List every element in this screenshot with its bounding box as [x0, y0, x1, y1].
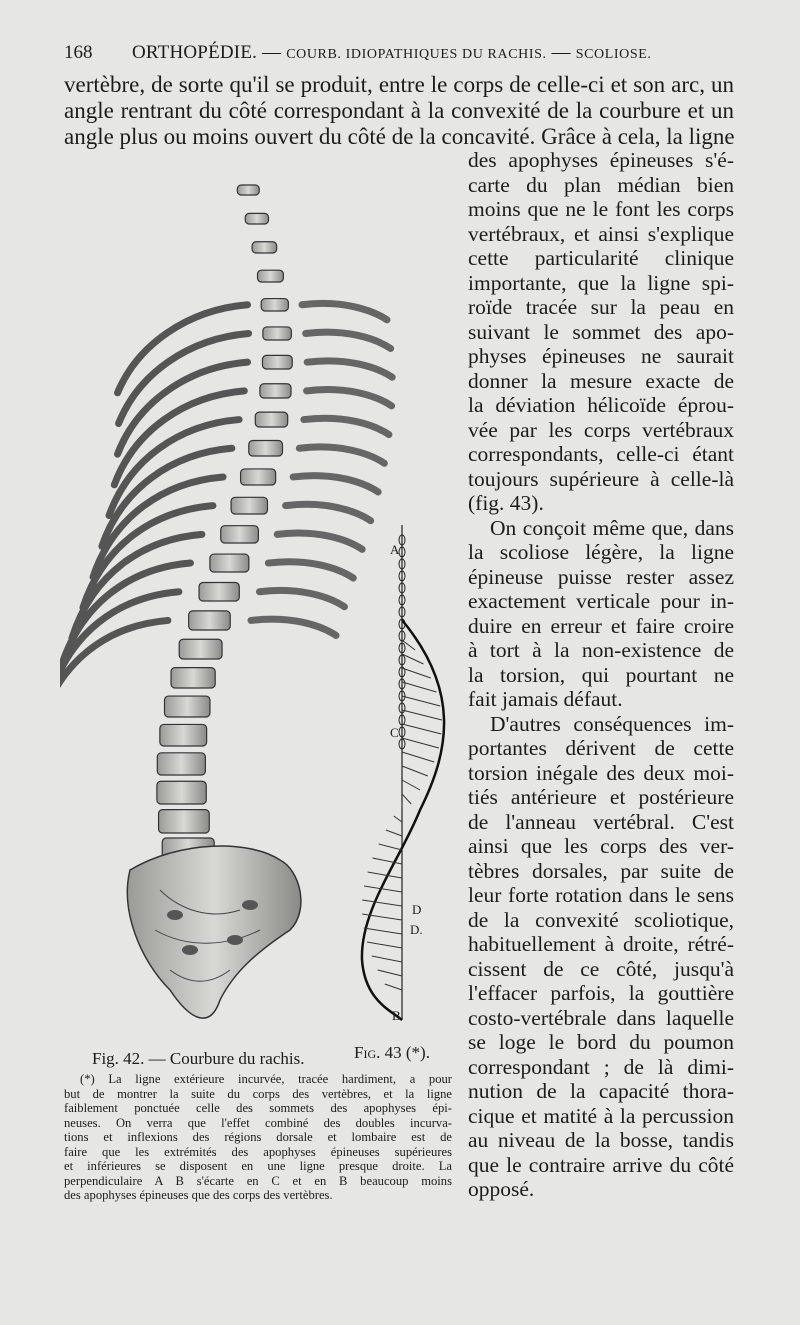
fig43-caption: Fig. 43 (*).: [354, 1043, 430, 1062]
diagram-tick: [362, 900, 402, 906]
rib-right: [306, 332, 391, 348]
body-line: angle plus ou moins ouvert du côté de la concavité. Grâce à cela, la ligne: [64, 124, 735, 149]
vertebra: [249, 441, 283, 456]
column-line: costo-vertébrale dans laquelle: [468, 1005, 734, 1030]
column-line: au niveau de la bosse, tandis: [468, 1128, 734, 1152]
column-line: importante, que la ligne spi-: [468, 270, 734, 295]
vertebra: [179, 639, 222, 659]
figure-footnote: [64, 1072, 452, 1203]
vertebra: [159, 810, 210, 833]
column-line: suivant le sommet des apo-: [468, 319, 734, 344]
diagram-tick: [402, 696, 440, 706]
body-line: angle rentrant du côté correspondant à la convexité de la courbure et un: [64, 98, 734, 123]
footnote-line: faire que les extrémités des apophyses épineuses supérieures: [64, 1144, 452, 1159]
vertebra: [189, 611, 231, 630]
column-line: portantes dérivent de cette: [468, 736, 734, 760]
column-line: (fig. 43).: [468, 491, 544, 515]
footnote-line: perpendiculaire A B s'écarte en C et en B beaucoup moins: [64, 1173, 452, 1188]
fig43-label-b: B: [392, 1008, 401, 1023]
fig43-diagram: [362, 525, 444, 1020]
diagram-tick: [402, 738, 439, 748]
column-line: On conçoit même que, dans: [490, 515, 734, 540]
diagram-tick: [402, 766, 428, 776]
column-line: la scoliose légère, la ligne: [468, 540, 734, 564]
column-line: fait jamais défaut.: [468, 687, 623, 711]
vertebra: [237, 185, 259, 195]
vertebra: [262, 355, 292, 369]
rib-right: [307, 361, 392, 377]
vertebra: [210, 554, 249, 572]
vertebra: [241, 469, 276, 485]
footnote-line: et inférieures se disposent en une ligne presque droite. La: [64, 1159, 452, 1173]
column-line: à tort à la non-existence de: [468, 638, 734, 662]
column-line: toujours supérieure à celle-là: [468, 466, 734, 491]
rib-right: [259, 590, 344, 606]
rib-right: [251, 619, 336, 635]
footnote-line: but de montrer la suite du corps des vertèbres, et la ligne: [64, 1086, 452, 1101]
vertebra: [164, 696, 209, 717]
page-number: 168: [64, 42, 93, 63]
sacrum-shape: [127, 846, 301, 1018]
column-line: épineuse puisse rester assez: [468, 564, 734, 589]
diagram-tick: [402, 710, 442, 720]
header-dash-2: —: [551, 42, 571, 63]
column-line: de l'anneau vertébral. C'est: [468, 809, 734, 834]
column-line: torsion inégale des deux moi-: [468, 760, 734, 785]
column-line: cissent de ce côté, jusqu'à: [468, 956, 734, 981]
vertebral-column: [60, 185, 392, 862]
rib-right: [277, 533, 362, 549]
diagram-tick: [402, 668, 431, 678]
column-line: correspondant ; de là dimi-: [468, 1054, 734, 1079]
column-line: ainsi que les corps des ver-: [468, 834, 734, 858]
vertebra: [261, 299, 288, 311]
vertebra: [257, 270, 283, 282]
column-line: carte du plan médian bien: [468, 172, 734, 197]
rib-right: [307, 390, 392, 406]
column-line: tèbres dorsales, par suite de: [468, 858, 734, 883]
footnote-line: neuses. On verra que l'effet combiné des doubles incurva-: [64, 1115, 452, 1130]
fig43-label-a: A: [390, 542, 400, 557]
text-column: [468, 148, 734, 1202]
column-line: des apophyses épineuses s'é-: [468, 148, 734, 172]
body-line: vertèbre, de sorte qu'il se produit, entre le corps de celle-ci et son arc, un: [64, 72, 734, 97]
header-title: ORTHOPÉDIE.: [132, 42, 258, 63]
vertebra: [157, 753, 205, 775]
fig43-label-d-dot: D.: [410, 922, 423, 937]
column-line: opposé.: [468, 1177, 535, 1201]
column-line: donner la mesure exacte de: [468, 368, 734, 393]
diagram-tick: [402, 752, 434, 762]
fig42-caption: Fig. 42. — Courbure du rachis.: [92, 1049, 305, 1068]
rib-right: [293, 476, 378, 492]
diagram-tick: [378, 970, 402, 976]
figure-captions: [64, 1043, 464, 1069]
diagram-tick: [364, 928, 402, 934]
vertebra: [255, 412, 287, 427]
vertebra: [263, 327, 292, 340]
diagram-tick: [372, 956, 402, 962]
footnote-line: (*) La ligne extérieure incurvée, tracée hardiment, a pour: [80, 1072, 452, 1086]
column-line: correspondants, celle-ci étant: [468, 442, 734, 466]
diagram-tick: [402, 640, 415, 650]
vertebra: [157, 781, 206, 804]
rib-right: [286, 504, 371, 520]
vertebra: [171, 668, 215, 688]
vertebra: [245, 213, 268, 224]
vertebra: [160, 724, 207, 746]
diagram-tick: [379, 844, 402, 850]
column-line: vertébraux, et ainsi s'explique: [468, 221, 734, 246]
fig43-label-c: C: [390, 725, 399, 740]
column-line: cique et matité à la percussion: [468, 1103, 734, 1128]
diagram-tick: [368, 872, 402, 878]
column-line: habituellement à droite, rétré-: [468, 932, 734, 956]
vertebra: [252, 242, 277, 253]
column-line: roïde tracée sur la peau en: [468, 295, 734, 319]
rib-left: [60, 592, 179, 700]
column-line: vée par les corps vertébraux: [468, 417, 734, 442]
footnote-line: des apophyses épineuses que des corps des vertèbres.: [64, 1188, 333, 1202]
footnote-line: tions et inflexions des régions dorsale et lombaire est de: [64, 1130, 452, 1144]
vertebra: [260, 384, 291, 398]
rib-right: [299, 447, 384, 463]
vertebra: [199, 582, 239, 601]
running-title: [132, 42, 652, 64]
diagram-tick: [394, 816, 402, 822]
diagram-tick: [402, 682, 436, 692]
column-line: que le contraire arrive du côté: [468, 1152, 734, 1177]
column-line: de la convexité scoliotique,: [468, 907, 734, 932]
column-line: nution de la capacité thora-: [468, 1079, 734, 1103]
column-line: cette particularité clinique: [468, 246, 734, 270]
column-line: duire en erreur et faire croire: [468, 613, 734, 638]
diagram-tick: [386, 830, 402, 836]
column-line: l'effacer parfois, la gouttière: [468, 981, 734, 1005]
column-line: la déviation hélicoïde éprou-: [468, 393, 734, 417]
vertebra: [221, 526, 259, 543]
header-dash-1: —: [262, 42, 282, 63]
spine-drawing: [60, 170, 460, 1050]
diagram-tick: [385, 984, 402, 990]
rib-right: [304, 418, 389, 434]
rib-right: [268, 562, 353, 578]
column-line: tiés antérieure et postérieure: [468, 785, 734, 809]
header-section: SCOLIOSE.: [575, 47, 652, 62]
figure-spine-illustration: [60, 170, 460, 1050]
rib-right: [302, 303, 387, 319]
diagram-tick: [367, 942, 402, 948]
column-line: leur forte rotation dans le sens: [468, 883, 734, 907]
column-line: moins que ne le font les corps: [468, 197, 734, 221]
diagram-tick: [402, 724, 441, 734]
column-line: D'autres conséquences im-: [490, 711, 734, 736]
diagram-tick: [402, 780, 420, 790]
diagram-tick: [402, 794, 411, 804]
footnote-line: faiblement ponctuée celle des sommets des apophyses épi-: [64, 1101, 452, 1115]
vertebra: [231, 497, 267, 514]
column-line: physes épineuses ne saurait: [468, 344, 734, 368]
header-subtitle: COURB. IDIOPATHIQUES DU RACHIS.: [286, 47, 547, 62]
column-line: se loge le bord du poumon: [468, 1030, 734, 1054]
fig43-label-d: D: [412, 902, 422, 917]
running-header: [64, 38, 744, 68]
column-line: la torsion, qui pourtant ne: [468, 662, 734, 687]
column-line: exactement verticale pour in-: [468, 589, 734, 613]
